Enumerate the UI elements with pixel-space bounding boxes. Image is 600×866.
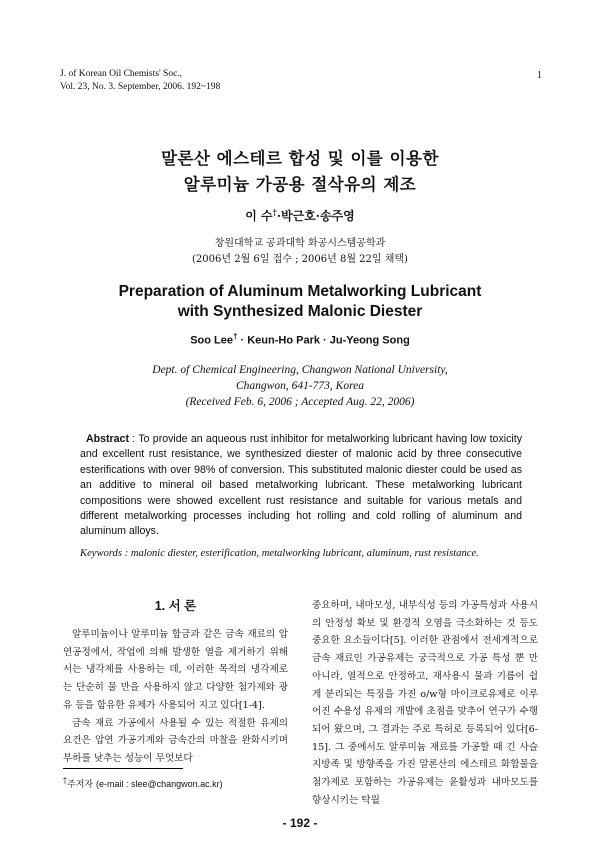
korean-title-line1: 말론산 에스테르 합성 및 이를 이용한 (161, 149, 439, 168)
intro-paragraph-2: 금속 재료 가공에서 사용될 수 있는 적절한 유제의 요건은 압연 가공기계와 금속간의 마찰을 완화시키며 부하를 낮추는 성능이 무엇보다 (63, 717, 288, 764)
korean-author-first: 이 수 (245, 209, 273, 223)
journal-name: J. of Korean Oil Chemists' Soc., (60, 69, 183, 79)
english-title (0, 282, 600, 322)
korean-received: (2006년 2월 6일 접수 ; 2006년 8월 22일 채택) (192, 254, 408, 265)
footnote-email: (e-mail : slee@changwon.ac.kr) (95, 779, 223, 789)
english-affiliation (0, 362, 600, 410)
korean-affiliation-dept: 창원대학교 공과대학 화공시스템공학과 (214, 238, 386, 249)
english-title-line2: with Synthesized Malonic Diester (177, 303, 423, 320)
corresponding-mark: † (272, 207, 277, 217)
korean-title-line2: 알루미늄 가공용 절삭유의 제조 (183, 175, 417, 194)
abstract-label: Abstract (86, 433, 129, 445)
footnote-divider (63, 768, 183, 769)
footnote-mark: † (63, 776, 67, 785)
journal-header (60, 68, 220, 94)
english-corresponding-mark: † (233, 332, 238, 341)
abstract-separator: : (128, 433, 139, 445)
right-column (312, 597, 538, 809)
page-folio: - 192 - (282, 816, 318, 830)
korean-title (0, 146, 600, 198)
footnote-label: 주저자 (67, 780, 96, 790)
english-author-first: Soo Lee (190, 334, 233, 347)
english-authors (0, 332, 600, 347)
english-author-rest: · Keun-Ho Park · Ju-Yeong Song (237, 334, 410, 347)
korean-author-rest: ·박근호·송주영 (276, 209, 355, 223)
left-column (63, 626, 288, 768)
keywords-text: malonic diester, esterification, metalworking lubricant, aluminum, rust resistance. (130, 548, 479, 559)
abstract-text: To provide an aqueous rust inhibitor for metalworking lubricant having low toxicity and excellent rust resistance, we synthesized diester of malonic acid by three consecutive esterifications with over 98% of conversion. This substituted malonic diester could be used as an additive to mineral oil based metalworking lubricant. These metalworking lubricant compositions were showed excellent rust resistance and suitable for various metals and different metalworking processes including hot rolling and cold rolling of aluminum and aluminum alloys. (80, 433, 522, 538)
english-affiliation-line1: Dept. of Chemical Engineering, Changwon National University, (152, 364, 448, 376)
english-title-line1: Preparation of Aluminum Metalworking Lubricant (118, 283, 482, 300)
intro-paragraph-1: 알루미늄이나 알루미늄 합금과 같은 금속 재료의 압연공정에서, 작업에 의해 발생한 열을 제거하기 위해서는 냉각제를 사용하는 데, 이러한 목적의 냉각제로는 단순히 물 만을 사용하지 않고 다양한 첨가제와 광유 등을 함유한 유제가 사용되어 지고 있다[1-4]. (63, 629, 288, 711)
keywords-separator: : (121, 548, 131, 559)
journal-volume: Vol. 23, No. 3. September, 2006. 192~198 (60, 82, 221, 92)
english-affiliation-line2: Changwon, 641-773, Korea (236, 380, 364, 392)
abstract (80, 432, 522, 540)
keywords-label: Keywords (80, 548, 122, 559)
intro-paragraph-continued: 중요하며, 내마모성, 내부식성 등의 가공특성과 사용시의 안정성 확보 및 환경적 오염을 극소화하는 것 등도 중요한 요소들이다[5]. 이러한 관점에서 전세계적으로 금속 재료인 가공유제는 궁극적으로 가공 특성 뿐 만 아니라, 열적으로 안정하고, 재사용시 물과 기름이 쉽게 분리되는 특징을 가진 o/w형 마이크로유제로 이루어진 수용성 유제의 개발에 초점을 맞추어 연구가 수행되어 왔으며, 그 결과는 주로 특허로 등록되어 있다[6-15]. 그 중에서도 알루미늄 재료를 가공할 때 긴 사슬 지방족 및 방향족을 가진 말론산의 에스테르 화합물을 첨가제로 포함하는 가공유제는 윤활성과 내마모도를 향상시키는 탁월 (312, 600, 538, 806)
english-received: (Received Feb. 6, 2006 ; Accepted Aug. 22, 2006) (185, 396, 415, 408)
section-heading: 1. 서 론 (154, 599, 197, 613)
korean-affiliation (0, 236, 600, 268)
keywords (80, 548, 540, 559)
corner-page-number: 1 (537, 70, 542, 81)
korean-authors (0, 207, 600, 224)
footnote (63, 776, 223, 790)
